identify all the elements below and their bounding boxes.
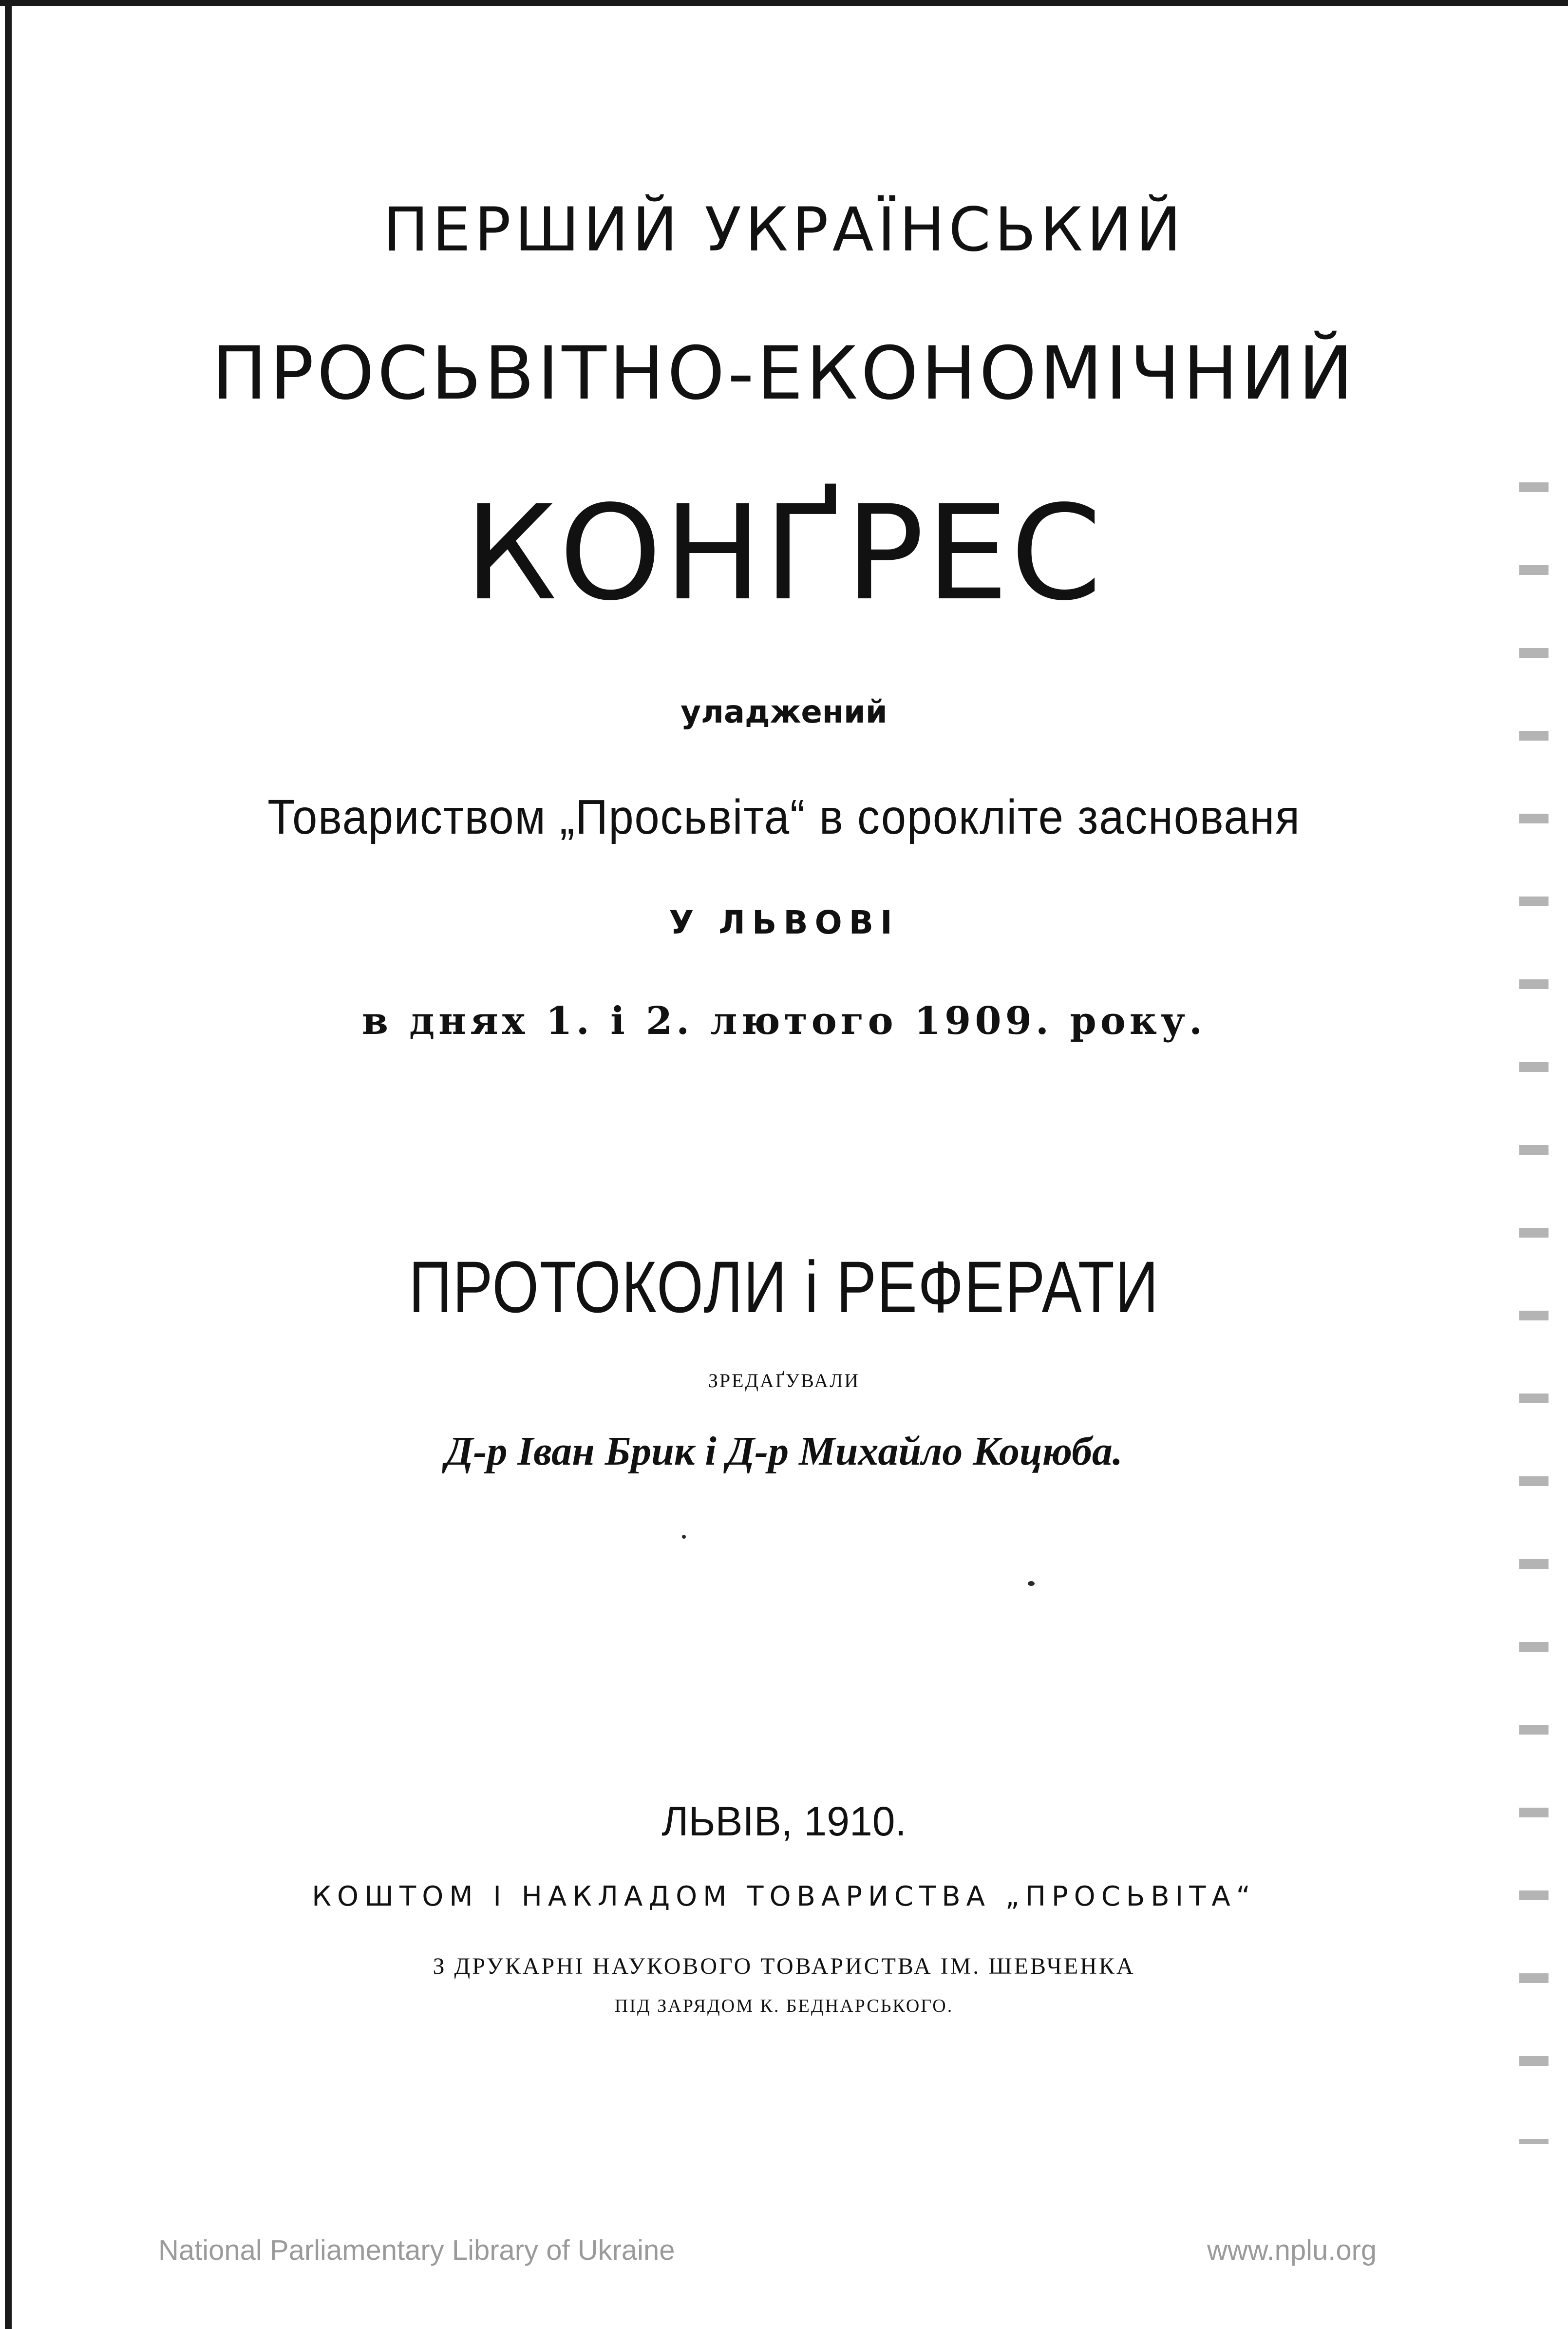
library-watermark: National Parliamentary Library of Ukraine [158,2234,675,2266]
imprint-printer-manager: ПІД ЗАРЯДОМ К. БЕДНАРСЬКОГО. [614,1996,954,2016]
title-line-2: ПРОСЬВІТНО-ЕКОНОМІЧНИЙ [212,331,1356,416]
library-website: www.nplu.org [1207,2234,1377,2266]
scan-top-edge [0,0,1568,6]
section-title: ПРОТОКОЛИ і РЕФЕРАТИ [409,1246,1159,1328]
imprint-publisher: КОШТОМ І НАКЛАДОМ ТОВАРИСТВА „ПРОСЬВІТА“ [312,1881,1256,1912]
ink-speck [1028,1581,1035,1586]
title-main: КОНҐРЕС [464,477,1104,630]
subtitle-city: У ЛЬВОВІ [669,904,899,941]
title-line-1: ПЕРШИЙ УКРАЇНСЬКИЙ [383,195,1185,265]
imprint-place-year: ЛЬВІВ, 1910. [661,1798,907,1844]
subtitle-dates: в днях 1. і 2. лютого 1909. року. [361,999,1207,1043]
subtitle-society: Товариством „Просьвіта“ в сорокліте заснованя [267,790,1301,844]
editors-label: ЗРЕДАҐУВАЛИ [708,1370,860,1392]
ink-speck [682,1535,686,1539]
editors-names: Д-р Іван Брик і Д-р Михайло Коцюба. [445,1429,1123,1474]
subtitle-organized: уладжений [680,694,888,730]
imprint-printer: З ДРУКАРНІ НАУКОВОГО ТОВАРИСТВА ІМ. ШЕВЧЕНКА [433,1953,1135,1979]
